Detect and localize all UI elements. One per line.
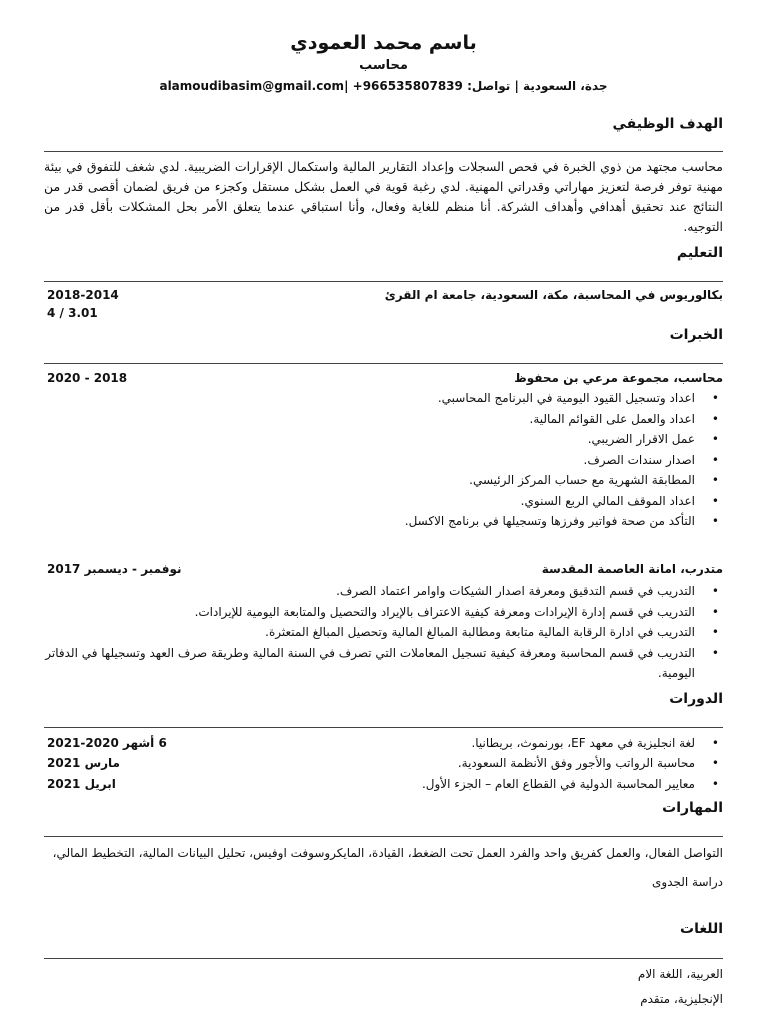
language-item: الإنجليزية، متقدم <box>640 992 723 1006</box>
bullet-icon: • <box>711 736 719 750</box>
internship-duties-list <box>44 581 723 684</box>
job-duty-item: • اعداد وتسجيل القيود اليومية في البرنامج المحاسبي. <box>44 388 695 409</box>
job-duty-item: • اعداد الموقف المالي الربع السنوي. <box>44 491 695 512</box>
skills-divider <box>44 836 723 837</box>
education-divider <box>44 281 723 282</box>
languages-heading: اللغات <box>680 921 723 937</box>
job-header-row <box>44 368 723 388</box>
internship-header-row <box>44 559 723 579</box>
objective-divider <box>44 151 723 152</box>
job-role: محاسب، مجموعة مرعي بن محفوظ <box>514 371 723 385</box>
education-years: 2018-2014 <box>47 288 119 302</box>
experience-heading: الخبرات <box>669 327 723 343</box>
education-degree-row <box>44 285 723 305</box>
bullet-icon: • <box>711 777 719 791</box>
education-gpa: 4 / 3.01 <box>47 306 98 320</box>
internship-duty-item: • التدريب في قسم التدقيق ومعرفة اصدار الشيكات واوامر اعتماد الصرف. <box>44 581 695 602</box>
courses-heading: الدورات <box>669 691 723 707</box>
education-heading: التعليم <box>676 245 723 261</box>
internship-duty-item: • التدريب في قسم إدارة الإيرادات ومعرفة كيفية الاعتراف بالإيراد والتحصيل والمتابعة اليومية للإيرادات. <box>44 602 695 623</box>
candidate-job-title: محاسب <box>359 58 408 73</box>
course-name: معايير المحاسبة الدولية في القطاع العام – الجزء الأول. <box>421 777 695 791</box>
job-duty-item: • التأكد من صحة فواتير وفرزها وتسجيلها في برنامج الاكسل. <box>44 511 695 532</box>
course-item <box>44 774 723 794</box>
job-duty-item: • اعداد والعمل على القوائم المالية. <box>44 409 695 430</box>
education-gpa-row <box>44 303 723 323</box>
course-item <box>44 733 723 753</box>
languages-divider <box>44 958 723 959</box>
course-date: 6 أشهر 2020-2021 <box>47 736 167 750</box>
internship-dates: نوفمبر - ديسمبر 2017 <box>47 562 182 576</box>
bullet-icon: • <box>711 756 719 770</box>
job-duties-list <box>44 388 723 532</box>
course-name: لغة انجليزية في معهد EF، بورنموث، بريطانيا. <box>471 736 695 750</box>
job-duty-item: • المطابقة الشهرية مع حساب المركز الرئيسي. <box>44 470 695 491</box>
objective-heading: الهدف الوظيفي <box>612 116 723 132</box>
language-item: العربية، اللغة الام <box>637 967 723 981</box>
job-duty-item: • عمل الاقرار الضريبي. <box>44 429 695 450</box>
internship-role: متدرب، امانة العاصمة المقدسة <box>541 562 723 576</box>
internship-duty-item: • التدريب في ادارة الرقابة المالية متابعة ومطالبة المبالغ المالية وتحصيل المبالغ المتعثرة. <box>44 622 695 643</box>
course-name: محاسبة الرواتب والأجور وفق الأنظمة السعودية. <box>457 756 695 770</box>
job-duty-item: • اصدار سندات الصرف. <box>44 450 695 471</box>
job-dates: 2020 - 2018 <box>47 371 128 385</box>
resume-page <box>44 0 723 1024</box>
courses-divider <box>44 727 723 728</box>
course-item <box>44 753 723 773</box>
skills-heading: المهارات <box>662 800 723 816</box>
course-date: مارس 2021 <box>47 756 120 770</box>
skills-text-line: دراسة الجدوى <box>652 875 723 889</box>
skills-text-line: التواصل الفعال، والعمل كفريق واحد والفرد العمل تحت الضغط، القيادة، المايكروسوفت اوفيس، تحليل البيانات المالية، التخطيط المالي، <box>52 846 723 860</box>
resume-header <box>44 0 723 96</box>
contact-line: جدة، السعودية | تواصل: 966535807839+ |alamoudibasim@gmail.com <box>159 79 608 93</box>
education-degree: بكالوريوس في المحاسبة، مكة، السعودية، جامعة ام القرئ <box>384 288 723 302</box>
course-date: ابريل 2021 <box>47 777 116 791</box>
objective-text: محاسب مجتهد من ذوي الخبرة في فحص السجلات وإعداد التقارير المالية واستكمال الإقرارات الضريبية. لدي شغف للتفوق في بيئة مهنية توفر فرصة لتعزيز مهاراتي وقدراتي المهنية. لدي رغبة قوية في العمل بشكل مستقل وكجزء من فريق لضمان أقصى قدر من النتائج عند تحقيق أهدافي وأهداف الشركة. أنا منظم للغاية وفعال، وأنا استباقي عندما يتعلق الأمر بحل المشكلات بأقل قدر من التوجيه. <box>44 159 723 234</box>
experience-divider <box>44 363 723 364</box>
candidate-name: باسم محمد العمودي <box>290 32 477 54</box>
internship-duty-item: • التدريب في قسم المحاسبة ومعرفة كيفية تسجيل المعاملات التي تصرف في السنة المالية وطريقة صرف العهد وتسجيلها في الدفاتر اليومية. <box>44 643 695 684</box>
